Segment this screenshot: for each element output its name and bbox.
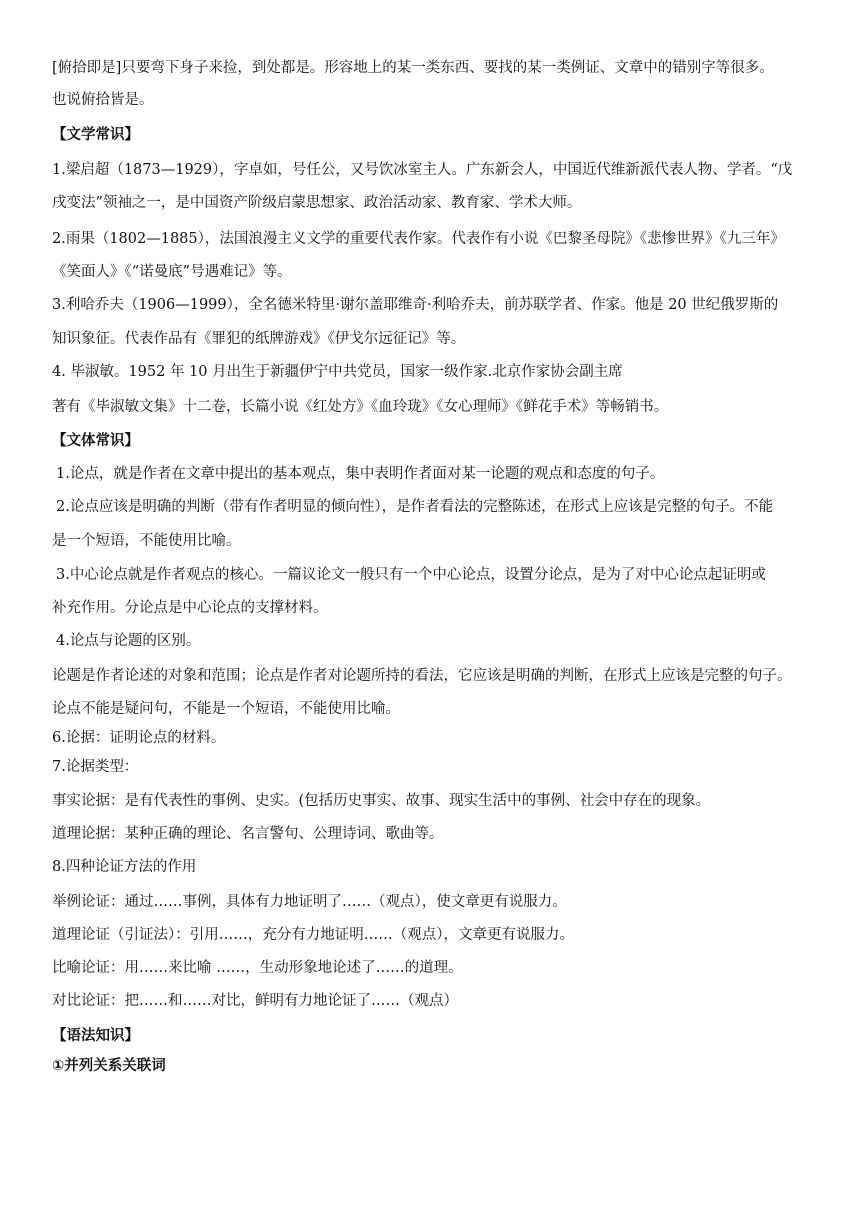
section-heading-literature: 【文学常识】 bbox=[52, 127, 139, 143]
genre-item-4-line-1: 论题是作者论述的对象和范围；论点是作者对论题所持的看法，它应该是明确的判断，在形式上应该是完整的句子。 bbox=[52, 668, 792, 684]
literature-item-1-line-1: 1.梁启超（1873—1929），字卓如，号任公，又号饮冰室主人。广东新会人，中国近代维新派代表人物、学者。“戊 bbox=[52, 162, 793, 178]
literature-item-2-line-2: 《笑面人》《“诺曼底”号遇难记》等。 bbox=[52, 264, 292, 280]
method-metaphor: 比喻论证：用……来比喻 ……，生动形象地论述了……的道理。 bbox=[52, 960, 463, 976]
idiom-definition-line-2: 也说俯拾皆是。 bbox=[52, 92, 154, 108]
method-example: 举例论证：通过……事例，具体有力地证明了……（观点），使文章更有说服力。 bbox=[52, 894, 567, 910]
genre-item-4-title: 4.论点与论题的区别。 bbox=[56, 633, 201, 649]
genre-item-7-title: 7.论据类型： bbox=[52, 759, 139, 775]
genre-item-3-line-1: 3.中心论点就是作者观点的核心。一篇议论文一般只有一个中心论点，设置分论点，是为了对中心论点起证明或 bbox=[56, 567, 766, 583]
idiom-definition-line-1: [俯拾即是]只要弯下身子来捡，到处都是。形容地上的某一类东西、要找的某一类例证、文章中的错别字等很多。 bbox=[52, 60, 774, 76]
literature-item-3-line-1: 3.利哈乔夫（1906—1999），全名德米特里·谢尔盖耶维奇·利哈乔夫，前苏联学者、作家。他是 20 世纪俄罗斯的 bbox=[52, 297, 779, 313]
genre-item-3-line-2: 补充作用。分论点是中心论点的支撑材料。 bbox=[52, 600, 328, 616]
literature-item-1-line-2: 戌变法”领袖之一，是中国资产阶级启蒙思想家、政治活动家、教育家、学术大师。 bbox=[52, 195, 582, 211]
literature-item-2-line-1: 2.雨果（1802—1885），法国浪漫主义文学的重要代表作家。代表作有小说《巴黎圣母院》《悲惨世界》《九三年》 bbox=[52, 231, 785, 247]
genre-item-1: 1.论点，就是作者在文章中提出的基本观点，集中表明作者面对某一论题的观点和态度的句子。 bbox=[56, 466, 665, 482]
section-heading-genre: 【文体常识】 bbox=[52, 433, 139, 449]
method-reasoning: 道理论证（引证法）：引用……，充分有力地证明……（观点），文章更有说服力。 bbox=[52, 927, 574, 943]
fact-evidence: 事实论据：是有代表性的事例、史实。(包括历史事实、故事、现实生活中的事例、社会中存在的现象。 bbox=[52, 793, 711, 809]
parallel-conjunctions-heading: ①并列关系关联词 bbox=[52, 1058, 166, 1074]
section-heading-grammar: 【语法知识】 bbox=[52, 1028, 139, 1044]
literature-item-4-line-1: 4. 毕淑敏。1952 年 10 月出生于新疆伊宁中共党员，国家一级作家.北京作家协会副主席 bbox=[52, 364, 623, 380]
method-contrast: 对比论证：把……和……对比，鲜明有力地论证了……（观点） bbox=[52, 993, 458, 1009]
genre-item-4-line-2: 论点不能是疑问句，不能是一个短语，不能使用比喻。 bbox=[52, 701, 400, 717]
genre-item-6: 6.论据：证明论点的材料。 bbox=[52, 730, 226, 746]
genre-item-8-title: 8.四种论证方法的作用 bbox=[52, 859, 197, 875]
literature-item-3-line-2: 知识象征。代表作品有《罪犯的纸牌游戏》《伊戈尔远征记》等。 bbox=[52, 331, 466, 347]
genre-item-2-line-1: 2.论点应该是明确的判断（带有作者明显的倾向性），是作者看法的完整陈述，在形式上应该是完整的句子。不能 bbox=[56, 499, 774, 515]
genre-item-2-line-2: 是一个短语，不能使用比喻。 bbox=[52, 533, 241, 549]
literature-item-4-line-2: 著有《毕淑敏文集》十二卷，长篇小说《红处方》《血玲珑》《女心理师》《鲜花手术》等畅销书。 bbox=[52, 399, 669, 415]
reason-evidence: 道理论据：某种正确的理论、名言警句、公理诗词、歌曲等。 bbox=[52, 826, 444, 842]
